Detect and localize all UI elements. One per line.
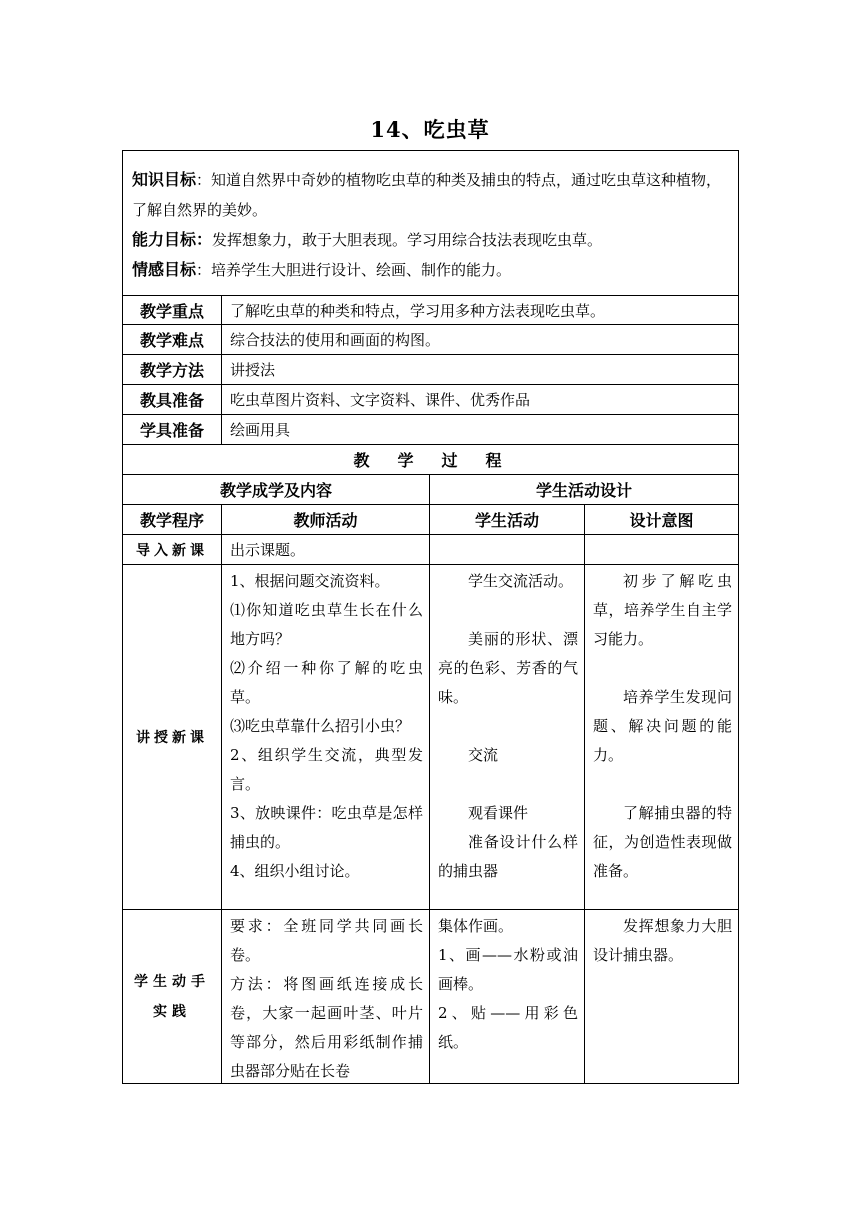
objective-text: 发挥想象力，敢于大胆表现。学习用综合技法表现吃虫草。 — [212, 231, 603, 249]
col-header-procedure: 教学程序 — [122, 504, 222, 535]
intro-student-activity — [429, 534, 585, 565]
list-item: 交流 — [468, 746, 499, 764]
practice-teacher-activity — [221, 909, 430, 1084]
stage-intro: 导入新课 — [122, 534, 222, 565]
intro-teacher-activity: 出示课题。 — [221, 534, 430, 565]
list-item: ⑵介绍一种你了解的吃虫草。 — [230, 659, 423, 706]
teaching-aids-label: 教具准备 — [122, 384, 222, 415]
practice-design-intent — [584, 909, 739, 1084]
list-item: 方法：将图画纸连接成长卷，大家一起画叶茎、叶片等部分，然后用彩纸制作捕虫器部分贴在长卷 — [230, 975, 423, 1080]
list-item: 集体作画。 — [438, 917, 514, 935]
list-item: 发挥想象力大胆设计捕虫器。 — [593, 917, 732, 964]
list-item: 要求：全班同学共同画长卷。 — [230, 917, 423, 964]
list-item: 4、组织小组讨论。 — [230, 862, 360, 880]
practice-student-activity — [429, 909, 585, 1084]
list-item: 2、贴——用彩色纸。 — [438, 1004, 578, 1051]
stage-practice: 学生动手实践 — [122, 909, 222, 1084]
learning-aids-label: 学具准备 — [122, 414, 222, 445]
teaching-aids-value: 吃虫草图片资料、文字资料、课件、优秀作品 — [221, 384, 739, 415]
objective-label: 能力目标： — [132, 230, 213, 249]
difficulties-value: 综合技法的使用和画面的构图。 — [221, 324, 739, 355]
list-item: 初步了解吃虫草，培养学生自主学习能力。 — [593, 572, 732, 648]
col-header-intent: 设计意图 — [584, 504, 739, 535]
objectives-section — [122, 150, 739, 296]
list-item: ⑴你知道吃虫草生长在什么地方吗？ — [230, 601, 423, 648]
knowledge-objective: 知识目标：知道自然界中奇妙的植物吃虫草的种类及捕虫的特点，通过吃虫草这种植物，了解自然界的美妙。 — [132, 170, 722, 219]
objective-text: 知道自然界中奇妙的植物吃虫草的种类及捕虫的特点，通过吃虫草这种植物，了解自然界的美妙。 — [132, 171, 722, 219]
list-item: 了解捕虫器的特征，为创造性表现做准备。 — [593, 804, 732, 880]
list-item: 观看课件 — [468, 804, 529, 822]
method-label: 教学方法 — [122, 354, 222, 385]
list-item: ⑶吃虫草靠什么招引小虫？ — [230, 717, 411, 735]
key-points-value: 了解吃虫草的种类和特点，学习用多种方法表现吃虫草。 — [221, 295, 739, 325]
col-header-teacher: 教师活动 — [221, 504, 430, 535]
list-item: 3、放映课件：吃虫草是怎样捕虫的。 — [230, 804, 423, 851]
list-item: 美丽的形状、漂亮的色彩、芳香的气味。 — [438, 630, 578, 706]
learning-aids-value: 绘画用具 — [221, 414, 739, 445]
list-item: 2、组织学生交流，典型发言。 — [230, 746, 423, 793]
method-value: 讲授法 — [221, 354, 739, 385]
emotion-objective: 情感目标：培养学生大胆进行设计、绘画、制作的能力。 — [132, 260, 512, 279]
group-header-teaching: 教学成学及内容 — [122, 474, 430, 505]
teaching-teacher-activity — [221, 564, 430, 910]
process-title: 教 学 过 程 — [122, 444, 739, 475]
objective-label: 情感目标 — [132, 260, 197, 279]
objective-label: 知识目标 — [132, 170, 197, 189]
objective-text: 培养学生大胆进行设计、绘画、制作的能力。 — [211, 261, 512, 279]
key-points-label: 教学重点 — [122, 295, 222, 325]
teaching-design-intent — [584, 564, 739, 910]
list-item: 准备设计什么样的捕虫器 — [438, 833, 578, 880]
group-header-student: 学生活动设计 — [429, 474, 739, 505]
list-item: 1、根据问题交流资料。 — [230, 572, 390, 590]
page-title: 14、吃虫草 — [370, 117, 490, 142]
teaching-student-activity — [429, 564, 585, 910]
ability-objective — [132, 225, 730, 255]
intro-design-intent — [584, 534, 739, 565]
list-item: 1、画——水粉或油画棒。 — [438, 946, 578, 993]
col-header-student: 学生活动 — [429, 504, 585, 535]
list-item: 学生交流活动。 — [468, 572, 574, 590]
list-item: 培养学生发现问题、解决问题的能力。 — [593, 688, 732, 764]
difficulties-label: 教学难点 — [122, 324, 222, 355]
stage-teaching: 讲授新课 — [122, 564, 222, 910]
